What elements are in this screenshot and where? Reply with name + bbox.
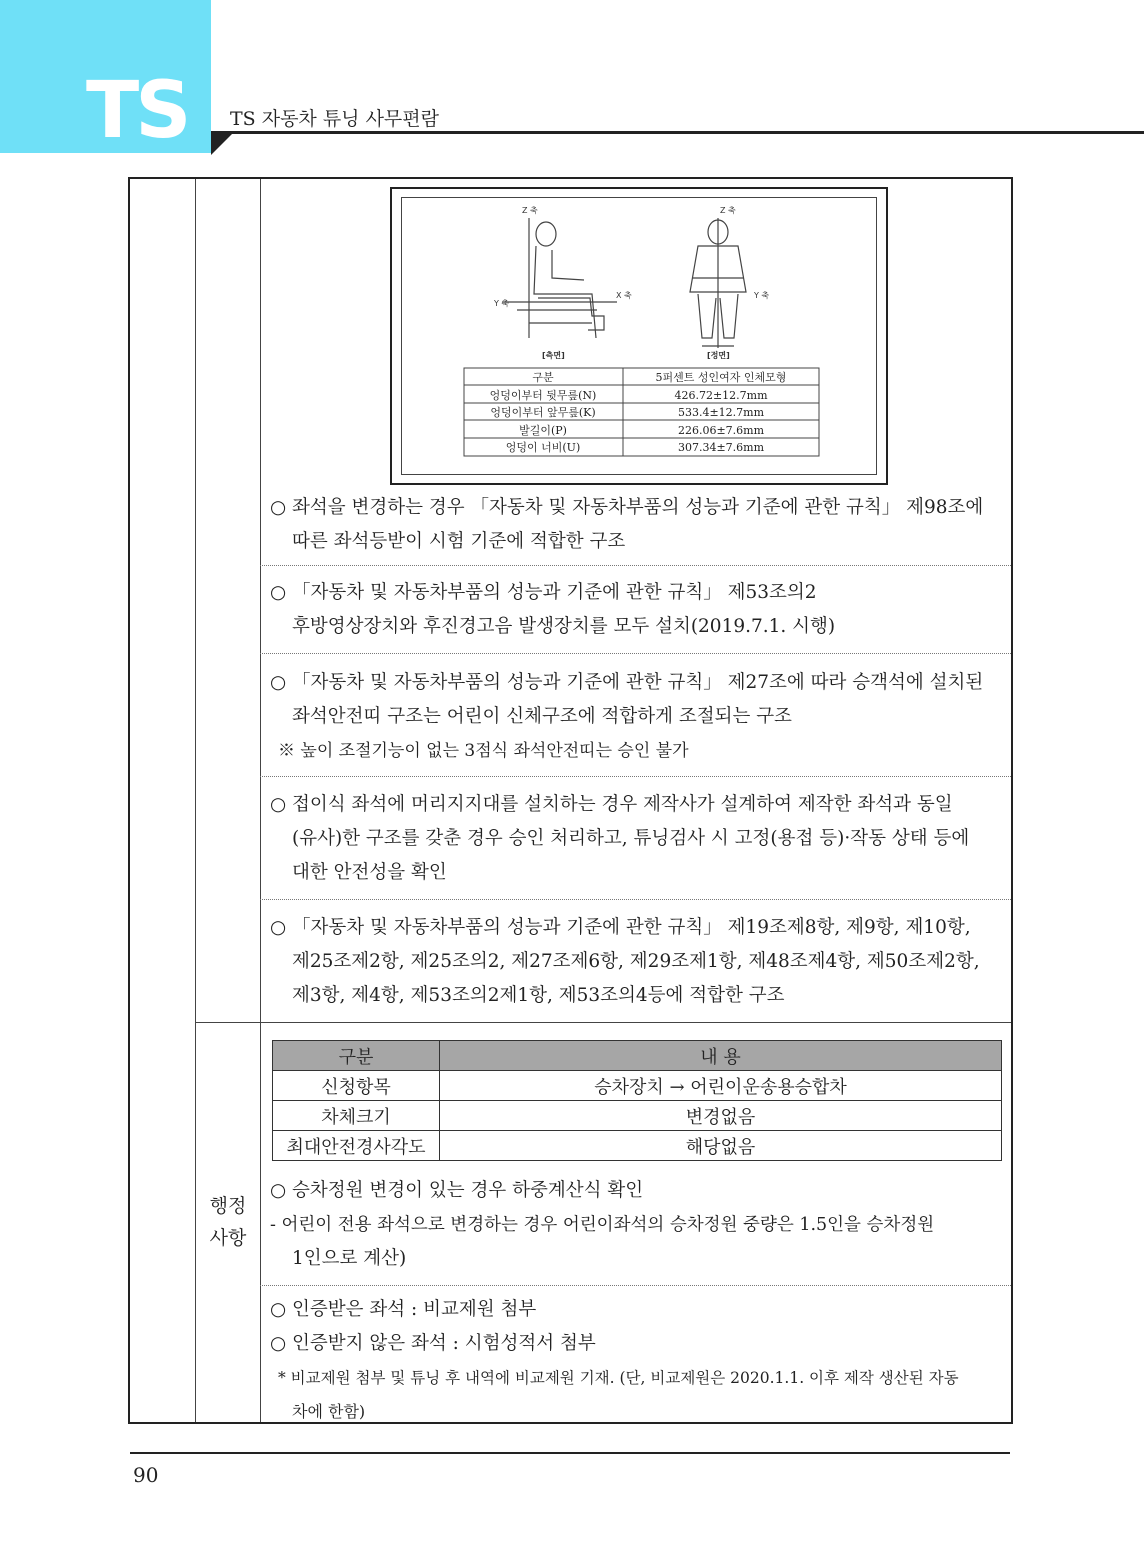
table-cell: 승차장치 → 어린이운송용승합차 — [440, 1071, 1002, 1101]
requirement-line: 대한 안전성을 확인 — [292, 862, 447, 883]
dummy-table-cell: 226.06±7.6mm — [677, 424, 765, 437]
dummy-table-cell: 엉덩이부터 뒷무릎(N) — [489, 389, 597, 402]
table-row — [273, 1131, 1002, 1161]
header-notch — [211, 133, 233, 155]
requirement-line: 후방영상장치와 후진경고음 발생장치를 모두 설치(2019.7.1. 시행) — [292, 616, 836, 637]
table-cell: 최대안전경사각도 — [273, 1131, 440, 1161]
admin-item: ○ 인증받지 않은 좌석 : 시험성적서 첨부 — [270, 1333, 596, 1354]
table-header-row — [273, 1041, 1002, 1071]
dummy-figure-inner — [401, 197, 877, 475]
admin-load-calculation — [270, 1174, 1010, 1276]
header-title: TS 자동차 튜닝 사무편람 — [230, 108, 439, 130]
front-y-axis-label: Y 축 — [754, 291, 770, 300]
header-rule — [211, 131, 1144, 134]
table-row — [273, 1101, 1002, 1131]
admin-attachments — [270, 1293, 1010, 1429]
dummy-diagram — [402, 198, 880, 478]
column-divider-2 — [260, 179, 261, 1422]
dummy-table-cell: 307.34±7.6mm — [677, 441, 765, 454]
requirement-seat-belt — [270, 666, 1010, 768]
admin-section-label — [196, 1190, 260, 1254]
side-z-axis-label: Z 축 — [522, 206, 538, 215]
table-cell: 해당없음 — [440, 1131, 1002, 1161]
dummy-figure — [390, 187, 888, 485]
dummy-table-header: 구분 — [532, 371, 554, 384]
admin-label-line: 행정 — [209, 1195, 247, 1217]
section-divider — [260, 653, 1011, 654]
requirement-line: 좌석안전띠 구조는 어린이 신체구조에 적합하게 조절되는 구조 — [292, 706, 792, 727]
front-view-caption: [정면] — [707, 351, 730, 360]
front-z-axis-label: Z 축 — [720, 206, 736, 215]
page-number: 90 — [133, 1463, 159, 1487]
dummy-table-cell: 발길이(P) — [519, 424, 567, 437]
section-divider — [260, 899, 1011, 900]
section-divider — [260, 776, 1011, 777]
requirement-note: ※ 높이 조절기능이 없는 3점식 좌석안전띠는 승인 불가 — [278, 741, 689, 761]
dummy-table-cell: 엉덩이부터 앞무릎(K) — [490, 406, 596, 419]
side-view-caption: [측면] — [542, 351, 565, 360]
requirement-line: 제25조제2항, 제25조의2, 제27조제6항, 제29조제1항, 제48조제4항, 제50조제2항, — [292, 951, 980, 972]
table-cell: 신청항목 — [273, 1071, 440, 1101]
table-row — [273, 1071, 1002, 1101]
dummy-dimension-table — [464, 368, 819, 456]
admin-item: ○ 승차정원 변경이 있는 경우 하중계산식 확인 — [270, 1180, 644, 1201]
table-header: 내 용 — [440, 1041, 1002, 1071]
row-divider — [195, 1022, 1011, 1023]
requirement-seat-back — [270, 491, 1010, 559]
requirement-line: ○ 접이식 좌석에 머리지지대를 설치하는 경우 제작사가 설계하여 제작한 좌석과 동일 — [270, 794, 953, 815]
requirement-headrest — [270, 788, 1010, 890]
table-cell: 변경없음 — [440, 1101, 1002, 1131]
admin-item: ○ 인증받은 좌석 : 비교제원 첨부 — [270, 1299, 537, 1320]
front-view-drawing — [690, 218, 746, 348]
dummy-table-header: 5퍼센트 성인여자 인체모형 — [655, 371, 787, 384]
admin-table — [272, 1040, 1002, 1161]
requirement-line: ○ 「자동차 및 자동차부품의 성능과 기준에 관한 규칙」 제27조에 따라 승객석에 설치된 — [270, 672, 984, 693]
section-divider — [260, 565, 1011, 566]
requirement-rear-camera — [270, 576, 1010, 644]
side-view-drawing — [502, 218, 617, 338]
dummy-table-cell: 엉덩이 너비(U) — [505, 441, 581, 454]
admin-note: * 비교제원 첨부 및 튜닝 후 내역에 비교제원 기재. (단, 비교제원은 2020.1.1. 이후 제작 생산된 자동 — [278, 1369, 959, 1387]
requirement-line: ○ 좌석을 변경하는 경우 「자동차 및 자동차부품의 성능과 기준에 관한 규칙」 제98조에 — [270, 497, 984, 518]
section-divider — [260, 1285, 1011, 1286]
admin-sub-item: - 어린이 전용 좌석으로 변경하는 경우 어린이좌석의 승차정원 중량은 1.5인을 승차정원 — [270, 1215, 935, 1235]
requirement-line: ○ 「자동차 및 자동차부품의 성능과 기준에 관한 규칙」 제53조의2 — [270, 582, 817, 603]
table-cell: 차체크기 — [273, 1101, 440, 1131]
table-header: 구분 — [273, 1041, 440, 1071]
requirement-line: 제3항, 제4항, 제53조의2제1항, 제53조의4등에 적합한 구조 — [292, 985, 785, 1006]
requirement-line: (유사)한 구조를 갖춘 경우 승인 처리하고, 튜닝검사 시 고정(용접 등)·작동 상태 등에 — [292, 828, 970, 849]
admin-sub-item: 1인으로 계산) — [292, 1248, 407, 1269]
footer-rule — [130, 1452, 1010, 1454]
admin-note: 차에 한함) — [292, 1402, 366, 1421]
requirement-line: ○ 「자동차 및 자동차부품의 성능과 기준에 관한 규칙」 제19조제8항, 제9항, 제10항, — [270, 917, 971, 938]
content-table — [128, 177, 1013, 1424]
ts-logo: TS — [86, 66, 188, 156]
side-x-axis-label: X 축 — [616, 291, 632, 300]
requirement-line: 따른 좌석등받이 시험 기준에 적합한 구조 — [292, 531, 626, 552]
dummy-table-cell: 533.4±12.7mm — [677, 406, 765, 419]
requirement-regulations — [270, 911, 1010, 1013]
dummy-table-cell: 426.72±12.7mm — [674, 389, 768, 402]
admin-label-line: 사항 — [209, 1227, 247, 1249]
side-y-axis-label: Y 축 — [494, 299, 510, 308]
